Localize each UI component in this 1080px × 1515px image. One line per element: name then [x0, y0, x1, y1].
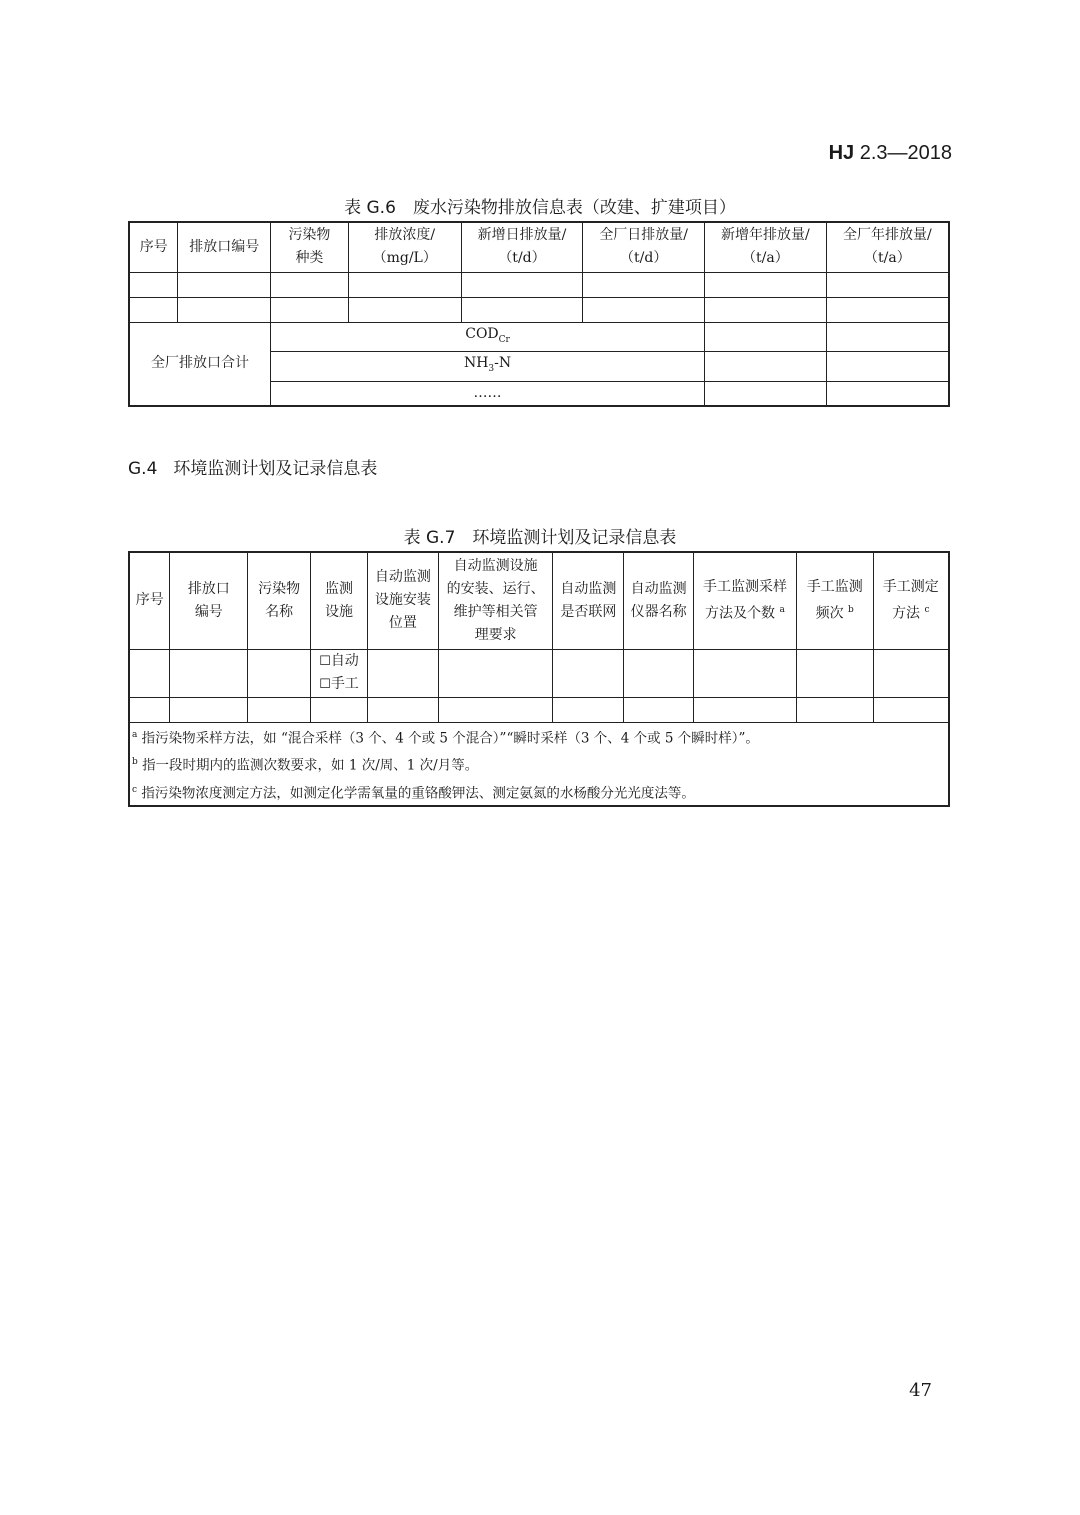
cod-label: $COD_{Cr}$	[271, 322, 705, 352]
header-auto-location: 自动监测 设施安装 位置	[367, 552, 438, 649]
note-b: $^b$ 指一段时期内的监测次数要求，如 1 次/周、1 次/月等。	[132, 757, 479, 774]
page-number: 47	[909, 1380, 932, 1401]
standard-code: HJ 2.3—2018	[828, 142, 952, 164]
header-manual-method: 手工测定 方法 $^c$	[873, 552, 949, 649]
table-row	[129, 272, 949, 297]
header-concentration: 排放浓度/ （mg/L）	[348, 222, 461, 272]
section-heading: G.4 环境监测计划及记录信息表	[128, 459, 378, 479]
total-row-cod	[129, 322, 949, 352]
table-row	[129, 649, 949, 697]
header-pollutant-name: 污染物 名称	[248, 552, 311, 649]
header-seq: 序号	[129, 222, 178, 272]
table-row	[129, 697, 949, 722]
ellipsis-label: ……	[271, 382, 705, 407]
header-plant-daily: 全厂日排放量/ （t/d）	[583, 222, 705, 272]
header-auto-networked: 自动监测 是否联网	[553, 552, 624, 649]
header-new-annual: 新增年排放量/ （t/a）	[705, 222, 827, 272]
notes-row	[129, 722, 949, 806]
checkbox-manual[interactable]: ☐	[319, 677, 331, 692]
header-seq: 序号	[129, 552, 170, 649]
header-auto-instrument: 自动监测 仪器名称	[624, 552, 694, 649]
table-notes	[129, 722, 949, 806]
header-manual-sampling: 手工监测采样 方法及个数 $^a$	[694, 552, 797, 649]
header-pollutant: 污染物 种类	[271, 222, 349, 272]
header-new-daily: 新增日排放量/ （t/d）	[461, 222, 583, 272]
table-g6-caption: 表 G.6 废水污染物排放信息表（改建、扩建项目）	[344, 198, 736, 218]
header-outlet: 排放口 编号	[170, 552, 248, 649]
header-auto-requirements: 自动监测设施 的安装、运行、 维护等相关管 理要求	[438, 552, 553, 649]
nh3-label: $NH_3-N$	[271, 352, 705, 382]
note-c: $^c$ 指污染物浓度测定方法，如测定化学需氧量的重铬酸钾法、测定氨氮的水杨酸分光光度法等。	[132, 784, 695, 801]
table-g6	[128, 221, 950, 407]
total-label: 全厂排放口合计	[129, 322, 271, 406]
table-g6-header-row	[129, 222, 949, 272]
table-g7-caption: 表 G.7 环境监测计划及记录信息表	[403, 528, 677, 548]
header-outlet-id: 排放口编号	[178, 222, 271, 272]
monitoring-type-checkboxes: ☐自动 ☐手工	[311, 649, 368, 697]
table-g7-header-row	[129, 552, 949, 649]
checkbox-auto[interactable]: ☐	[319, 654, 331, 669]
header-manual-frequency: 手工监测 频次 $^b$	[796, 552, 873, 649]
table-g7	[128, 551, 950, 807]
header-monitoring-facility: 监测 设施	[311, 552, 368, 649]
table-row	[129, 297, 949, 322]
header-plant-annual: 全厂年排放量/ （t/a）	[826, 222, 949, 272]
note-a: $^a$ 指污染物采样方法，如 “混合采样（3 个、4 个或 5 个混合）”“瞬时采样（3 个、4 个或 5 个瞬时样）”。	[132, 729, 759, 746]
